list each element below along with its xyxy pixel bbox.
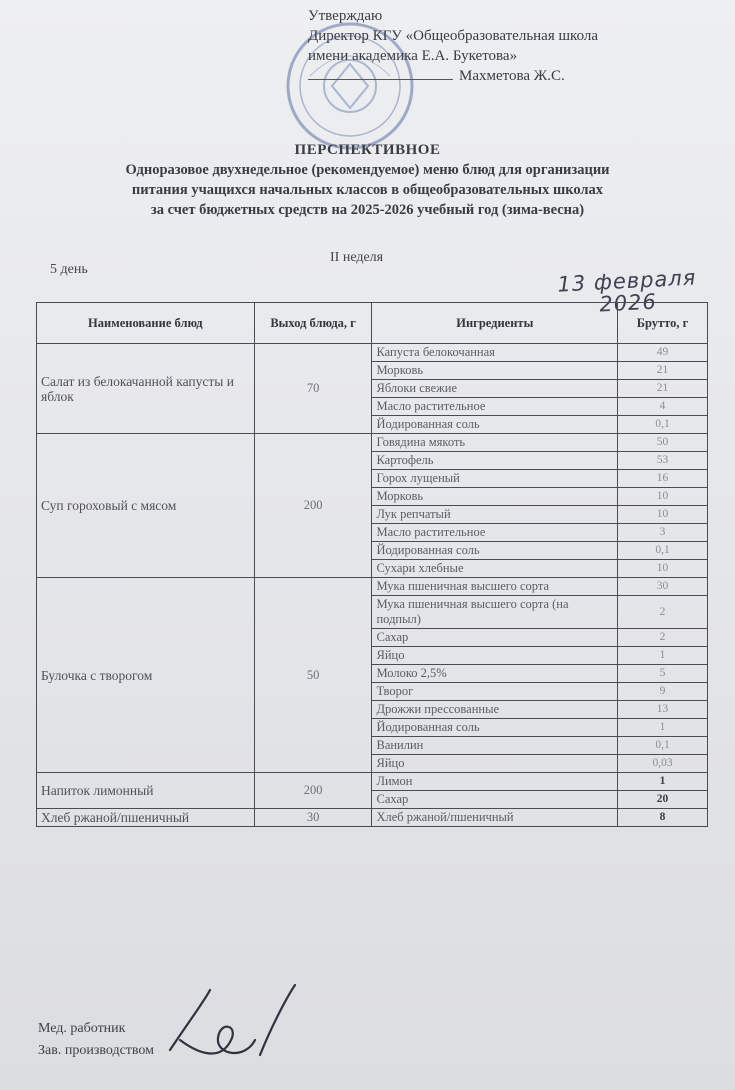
dish-name: Хлеб ржаной/пшеничный xyxy=(37,809,255,827)
handwritten-date-line-2: 2026 xyxy=(598,289,658,317)
dish-name: Суп гороховый с мясом xyxy=(37,434,255,578)
ingredient-brutto: 20 xyxy=(618,791,708,809)
ingredient-brutto: 13 xyxy=(618,701,708,719)
ingredient-brutto: 1 xyxy=(618,719,708,737)
dish-yield: 70 xyxy=(254,344,372,434)
title-line-2: Одноразовое двухнедельное (рекомендуемое) меню блюд для организации xyxy=(125,162,610,178)
title-line-3: питания учащихся начальных классов в общеобразовательных школах xyxy=(131,182,604,198)
approval-line-2: Директор КГУ «Общеобразовательная школа xyxy=(308,28,599,44)
handwritten-signature xyxy=(150,980,300,1075)
ingredient-name: Яблоки свежие xyxy=(372,380,618,398)
dish-yield: 50 xyxy=(254,578,372,773)
title-line-1: ПЕРСПЕКТИВНОЕ xyxy=(294,142,441,158)
footer-medic: Мед. работник xyxy=(38,1021,126,1036)
dish-yield: 30 xyxy=(254,809,372,827)
ingredient-name: Масло растительное xyxy=(372,398,618,416)
ingredient-brutto: 5 xyxy=(618,665,708,683)
dish-name: Напиток лимонный xyxy=(37,773,255,809)
ingredient-name: Морковь xyxy=(372,488,618,506)
ingredient-name: Ванилин xyxy=(372,737,618,755)
ingredient-name: Говядина мякоть xyxy=(372,434,618,452)
title-line-4: за счет бюджетных средств на 2025-2026 учебный год (зима-весна) xyxy=(150,202,585,218)
signature-underline xyxy=(308,79,453,80)
ingredient-name: Мука пшеничная высшего сорта (на подпыл) xyxy=(372,596,618,629)
ingredient-name: Яйцо xyxy=(372,647,618,665)
footer-production-head: Зав. производством xyxy=(38,1043,155,1058)
approval-block xyxy=(308,6,708,86)
ingredient-name: Хлеб ржаной/пшеничный xyxy=(372,809,618,827)
ingredient-brutto: 0,1 xyxy=(618,737,708,755)
ingredient-name: Лук репчатый xyxy=(372,506,618,524)
ingredient-brutto: 4 xyxy=(618,398,708,416)
ingredient-name: Дрожжи прессованные xyxy=(372,701,618,719)
ingredient-brutto: 21 xyxy=(618,362,708,380)
director-name: Махметова Ж.С. xyxy=(459,68,565,84)
ingredient-name: Сухари хлебные xyxy=(372,560,618,578)
ingredient-brutto: 2 xyxy=(618,629,708,647)
ingredient-name: Мука пшеничная высшего сорта xyxy=(372,578,618,596)
ingredient-brutto: 10 xyxy=(618,506,708,524)
ingredient-brutto: 10 xyxy=(618,488,708,506)
ingredient-brutto: 0,1 xyxy=(618,542,708,560)
ingredient-name: Горох лущеный xyxy=(372,470,618,488)
ingredient-name: Сахар xyxy=(372,629,618,647)
ingredient-brutto: 16 xyxy=(618,470,708,488)
table-row xyxy=(37,578,708,596)
ingredient-name: Сахар xyxy=(372,791,618,809)
header-brutto: Брутто, г xyxy=(618,303,708,344)
ingredient-name: Яйцо xyxy=(372,755,618,773)
ingredient-brutto: 30 xyxy=(618,578,708,596)
ingredient-name: Йодированная соль xyxy=(372,719,618,737)
dish-yield: 200 xyxy=(254,773,372,809)
header-ingredients: Ингредиенты xyxy=(372,303,618,344)
ingredient-brutto: 8 xyxy=(618,809,708,827)
ingredient-brutto: 50 xyxy=(618,434,708,452)
ingredient-name: Молоко 2,5% xyxy=(372,665,618,683)
ingredient-brutto: 49 xyxy=(618,344,708,362)
dish-yield: 200 xyxy=(254,434,372,578)
ingredient-name: Морковь xyxy=(372,362,618,380)
ingredient-brutto: 1 xyxy=(618,773,708,791)
ingredient-name: Капуста белокочанная xyxy=(372,344,618,362)
dish-name: Булочка с творогом xyxy=(37,578,255,773)
header-yield: Выход блюда, г xyxy=(254,303,372,344)
ingredient-name: Лимон xyxy=(372,773,618,791)
handwritten-date-line-1: 13 февраля xyxy=(556,265,697,297)
ingredient-brutto: 2 xyxy=(618,596,708,629)
approval-line-3: имени академика Е.А. Букетова» xyxy=(308,48,518,64)
header-dish-name: Наименование блюд xyxy=(37,303,255,344)
approval-signature-line xyxy=(308,66,708,86)
ingredient-brutto: 0,1 xyxy=(618,416,708,434)
day-label: 5 день xyxy=(50,262,88,277)
ingredient-brutto: 10 xyxy=(618,560,708,578)
ingredient-brutto: 21 xyxy=(618,380,708,398)
ingredient-name: Йодированная соль xyxy=(372,542,618,560)
table-row xyxy=(37,434,708,452)
ingredient-brutto: 1 xyxy=(618,647,708,665)
ingredient-name: Творог xyxy=(372,683,618,701)
footer-signatures xyxy=(38,1018,154,1062)
approval-line-1: Утверждаю xyxy=(308,8,383,24)
table-row xyxy=(37,773,708,791)
table-header-row xyxy=(37,303,708,344)
menu-table-body xyxy=(37,344,708,827)
ingredient-brutto: 9 xyxy=(618,683,708,701)
ingredient-brutto: 3 xyxy=(618,524,708,542)
week-label: II неделя xyxy=(330,250,384,265)
menu-table xyxy=(36,302,708,827)
ingredient-name: Йодированная соль xyxy=(372,416,618,434)
ingredient-brutto: 0,03 xyxy=(618,755,708,773)
ingredient-brutto: 53 xyxy=(618,452,708,470)
table-row xyxy=(37,809,708,827)
table-row xyxy=(37,344,708,362)
ingredient-name: Картофель xyxy=(372,452,618,470)
ingredient-name: Масло растительное xyxy=(372,524,618,542)
menu-title xyxy=(0,140,735,220)
dish-name: Салат из белокачанной капусты и яблок xyxy=(37,344,255,434)
